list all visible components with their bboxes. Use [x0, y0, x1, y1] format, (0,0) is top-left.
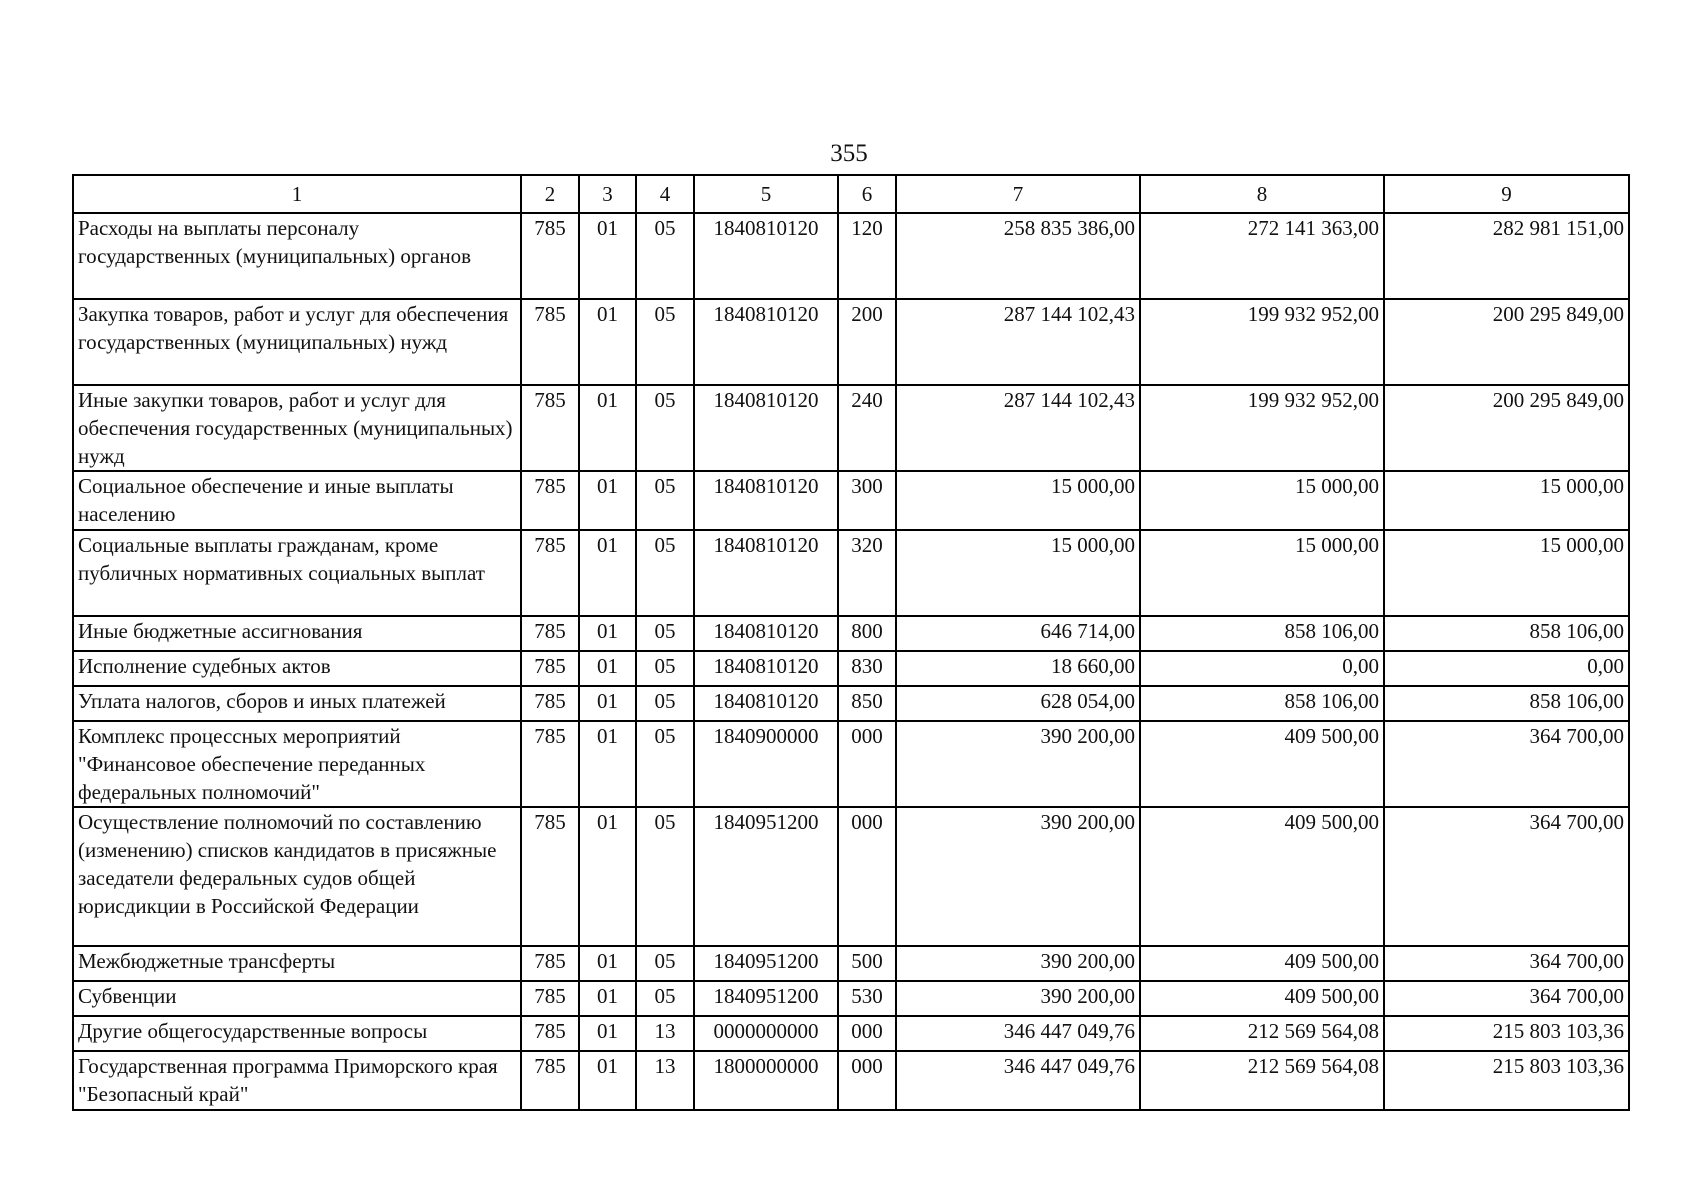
column-header: 7 [896, 175, 1140, 213]
row-amount-cell: 409 500,00 [1140, 807, 1384, 946]
row-amount-cell: 390 200,00 [896, 807, 1140, 946]
column-header: 5 [694, 175, 838, 213]
row-amount-cell: 287 144 102,43 [896, 299, 1140, 385]
row-code-cell: 05 [636, 385, 694, 471]
table-row [73, 807, 1629, 946]
row-code-cell: 785 [521, 299, 579, 385]
row-code-cell: 785 [521, 651, 579, 686]
table-row [73, 651, 1629, 686]
row-code-cell: 1840810120 [694, 616, 838, 651]
row-amount-cell: 212 569 564,08 [1140, 1051, 1384, 1110]
row-code-cell: 01 [579, 616, 636, 651]
table-row [73, 299, 1629, 385]
table-row [73, 686, 1629, 721]
row-code-cell: 01 [579, 651, 636, 686]
row-code-cell: 05 [636, 616, 694, 651]
row-code-cell: 01 [579, 721, 636, 807]
row-code-cell: 01 [579, 1051, 636, 1110]
row-name-cell: Исполнение судебных актов [73, 651, 521, 686]
row-code-cell: 05 [636, 946, 694, 981]
row-code-cell: 120 [838, 213, 896, 299]
row-amount-cell: 390 200,00 [896, 721, 1140, 807]
row-name-cell: Иные закупки товаров, работ и услуг для обеспечения государственных (муниципальных) нужд [73, 385, 521, 471]
row-code-cell: 1840900000 [694, 721, 838, 807]
row-amount-cell: 364 700,00 [1384, 807, 1629, 946]
table-body [73, 213, 1629, 1110]
row-amount-cell: 364 700,00 [1384, 981, 1629, 1016]
table-row [73, 471, 1629, 530]
budget-table [72, 174, 1630, 1111]
row-amount-cell: 215 803 103,36 [1384, 1016, 1629, 1051]
row-amount-cell: 0,00 [1384, 651, 1629, 686]
row-amount-cell: 346 447 049,76 [896, 1051, 1140, 1110]
row-name-cell: Комплекс процессных мероприятий "Финансовое обеспечение переданных федеральных полномочий" [73, 721, 521, 807]
row-name-cell: Закупка товаров, работ и услуг для обеспечения государственных (муниципальных) нужд [73, 299, 521, 385]
row-code-cell: 01 [579, 385, 636, 471]
row-code-cell: 05 [636, 807, 694, 946]
row-code-cell: 785 [521, 946, 579, 981]
row-code-cell: 785 [521, 807, 579, 946]
table-row [73, 981, 1629, 1016]
row-code-cell: 1840810120 [694, 213, 838, 299]
header-row [73, 175, 1629, 213]
row-code-cell: 000 [838, 721, 896, 807]
column-header: 9 [1384, 175, 1629, 213]
row-code-cell: 05 [636, 471, 694, 530]
row-code-cell: 1840951200 [694, 807, 838, 946]
row-code-cell: 785 [521, 1051, 579, 1110]
row-code-cell: 000 [838, 1051, 896, 1110]
row-amount-cell: 646 714,00 [896, 616, 1140, 651]
row-code-cell: 785 [521, 721, 579, 807]
table-row [73, 946, 1629, 981]
row-code-cell: 200 [838, 299, 896, 385]
row-code-cell: 785 [521, 686, 579, 721]
row-code-cell: 13 [636, 1051, 694, 1110]
row-code-cell: 1840810120 [694, 686, 838, 721]
row-code-cell: 1800000000 [694, 1051, 838, 1110]
row-code-cell: 05 [636, 721, 694, 807]
row-code-cell: 05 [636, 213, 694, 299]
table-row [73, 721, 1629, 807]
row-code-cell: 1840810120 [694, 471, 838, 530]
row-amount-cell: 858 106,00 [1140, 686, 1384, 721]
row-code-cell: 01 [579, 299, 636, 385]
row-code-cell: 13 [636, 1016, 694, 1051]
row-amount-cell: 0,00 [1140, 651, 1384, 686]
row-amount-cell: 15 000,00 [896, 471, 1140, 530]
row-amount-cell: 15 000,00 [1140, 471, 1384, 530]
row-code-cell: 1840810120 [694, 530, 838, 616]
row-code-cell: 01 [579, 946, 636, 981]
row-amount-cell: 364 700,00 [1384, 946, 1629, 981]
row-code-cell: 1840810120 [694, 299, 838, 385]
row-code-cell: 785 [521, 213, 579, 299]
row-name-cell: Межбюджетные трансферты [73, 946, 521, 981]
row-code-cell: 850 [838, 686, 896, 721]
row-code-cell: 05 [636, 299, 694, 385]
row-code-cell: 800 [838, 616, 896, 651]
row-code-cell: 240 [838, 385, 896, 471]
row-amount-cell: 212 569 564,08 [1140, 1016, 1384, 1051]
row-code-cell: 785 [521, 385, 579, 471]
row-code-cell: 05 [636, 651, 694, 686]
row-amount-cell: 858 106,00 [1384, 616, 1629, 651]
column-header: 3 [579, 175, 636, 213]
row-amount-cell: 390 200,00 [896, 946, 1140, 981]
row-code-cell: 785 [521, 616, 579, 651]
column-header: 1 [73, 175, 521, 213]
column-header: 4 [636, 175, 694, 213]
row-code-cell: 01 [579, 530, 636, 616]
row-code-cell: 05 [636, 686, 694, 721]
row-name-cell: Социальное обеспечение и иные выплаты населению [73, 471, 521, 530]
row-name-cell: Уплата налогов, сборов и иных платежей [73, 686, 521, 721]
row-amount-cell: 15 000,00 [1384, 471, 1629, 530]
row-name-cell: Социальные выплаты гражданам, кроме публичных нормативных социальных выплат [73, 530, 521, 616]
row-code-cell: 1840810120 [694, 651, 838, 686]
row-amount-cell: 258 835 386,00 [896, 213, 1140, 299]
row-code-cell: 530 [838, 981, 896, 1016]
row-amount-cell: 364 700,00 [1384, 721, 1629, 807]
row-amount-cell: 858 106,00 [1140, 616, 1384, 651]
row-amount-cell: 18 660,00 [896, 651, 1140, 686]
row-code-cell: 01 [579, 213, 636, 299]
row-amount-cell: 272 141 363,00 [1140, 213, 1384, 299]
table-row [73, 213, 1629, 299]
row-code-cell: 01 [579, 1016, 636, 1051]
row-code-cell: 500 [838, 946, 896, 981]
row-amount-cell: 346 447 049,76 [896, 1016, 1140, 1051]
row-code-cell: 785 [521, 981, 579, 1016]
row-name-cell: Расходы на выплаты персоналу государственных (муниципальных) органов [73, 213, 521, 299]
row-amount-cell: 200 295 849,00 [1384, 299, 1629, 385]
column-header: 8 [1140, 175, 1384, 213]
row-code-cell: 1840951200 [694, 946, 838, 981]
row-code-cell: 830 [838, 651, 896, 686]
row-amount-cell: 287 144 102,43 [896, 385, 1140, 471]
row-amount-cell: 628 054,00 [896, 686, 1140, 721]
row-code-cell: 0000000000 [694, 1016, 838, 1051]
row-code-cell: 320 [838, 530, 896, 616]
row-amount-cell: 15 000,00 [896, 530, 1140, 616]
table-row [73, 1051, 1629, 1110]
row-code-cell: 785 [521, 530, 579, 616]
row-amount-cell: 15 000,00 [1140, 530, 1384, 616]
row-code-cell: 000 [838, 807, 896, 946]
page-number-text: 355 [830, 140, 868, 167]
row-code-cell: 01 [579, 686, 636, 721]
row-code-cell: 1840951200 [694, 981, 838, 1016]
row-amount-cell: 409 500,00 [1140, 721, 1384, 807]
row-name-cell: Субвенции [73, 981, 521, 1016]
column-header: 6 [838, 175, 896, 213]
row-code-cell: 300 [838, 471, 896, 530]
row-code-cell: 000 [838, 1016, 896, 1051]
row-code-cell: 785 [521, 1016, 579, 1051]
row-amount-cell: 858 106,00 [1384, 686, 1629, 721]
row-amount-cell: 200 295 849,00 [1384, 385, 1629, 471]
table-row [73, 616, 1629, 651]
row-amount-cell: 390 200,00 [896, 981, 1140, 1016]
row-code-cell: 01 [579, 981, 636, 1016]
row-amount-cell: 409 500,00 [1140, 946, 1384, 981]
row-amount-cell: 199 932 952,00 [1140, 299, 1384, 385]
row-name-cell: Другие общегосударственные вопросы [73, 1016, 521, 1051]
row-amount-cell: 215 803 103,36 [1384, 1051, 1629, 1110]
row-code-cell: 05 [636, 981, 694, 1016]
row-code-cell: 1840810120 [694, 385, 838, 471]
table-row [73, 530, 1629, 616]
row-code-cell: 05 [636, 530, 694, 616]
row-code-cell: 01 [579, 807, 636, 946]
table-row [73, 385, 1629, 471]
row-amount-cell: 282 981 151,00 [1384, 213, 1629, 299]
table-row [73, 1016, 1629, 1051]
row-amount-cell: 15 000,00 [1384, 530, 1629, 616]
row-name-cell: Осуществление полномочий по составлению (изменению) списков кандидатов в присяжные заседатели федеральных судов общей юрисдикции в Российской Федерации [73, 807, 521, 946]
column-header: 2 [521, 175, 579, 213]
row-code-cell: 01 [579, 471, 636, 530]
row-amount-cell: 409 500,00 [1140, 981, 1384, 1016]
row-name-cell: Иные бюджетные ассигнования [73, 616, 521, 651]
row-code-cell: 785 [521, 471, 579, 530]
row-name-cell: Государственная программа Приморского края "Безопасный край" [73, 1051, 521, 1110]
row-amount-cell: 199 932 952,00 [1140, 385, 1384, 471]
page-number [0, 140, 1698, 168]
